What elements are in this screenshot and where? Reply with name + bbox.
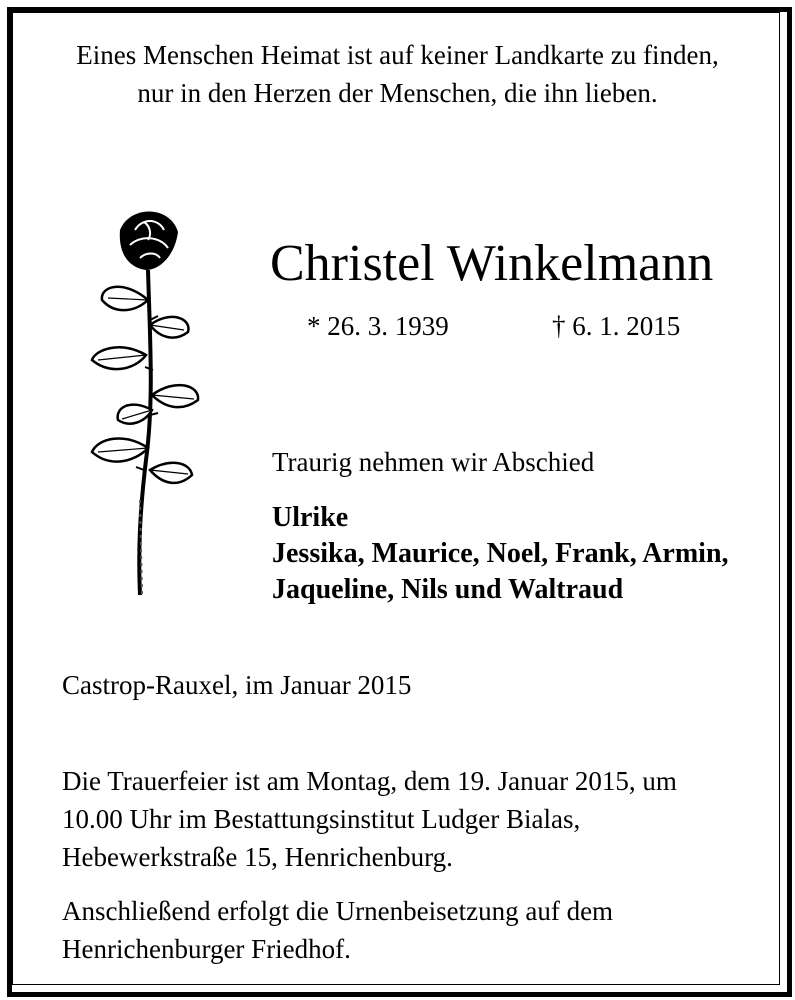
motto-line-1: Eines Menschen Heimat ist auf keiner Landkarte zu finden, xyxy=(76,40,719,70)
ceremony-line-3: Hebewerkstraße 15, Henrichenburg. xyxy=(62,842,453,872)
ceremony-info xyxy=(62,762,677,876)
death-date: † 6. 1. 2015 xyxy=(552,311,681,341)
rose-icon xyxy=(80,200,210,600)
motto xyxy=(0,36,795,112)
mourners-list xyxy=(272,500,729,608)
burial-line-2: Henrichenburger Friedhof. xyxy=(62,934,351,964)
birth-date: * 26. 3. 1939 xyxy=(307,311,449,341)
burial-info xyxy=(62,892,613,968)
mourners-line-3: Jaqueline, Nils und Waltraud xyxy=(272,574,624,605)
ceremony-line-1: Die Trauerfeier ist am Montag, dem 19. Januar 2015, um xyxy=(62,766,677,796)
farewell-text: Traurig nehmen wir Abschied xyxy=(272,447,595,477)
burial-line-1: Anschließend erfolgt die Urnenbeisetzung auf dem xyxy=(62,896,614,926)
mourners-line-1: Ulrike xyxy=(272,502,349,533)
mourners-line-2: Jessika, Maurice, Noel, Frank, Armin, xyxy=(272,538,729,569)
ceremony-line-2: 10.00 Uhr im Bestattungsinstitut Ludger Bialas, xyxy=(62,804,581,834)
motto-line-2: nur in den Herzen der Menschen, die ihn lieben. xyxy=(137,78,658,108)
deceased-name: Christel Winkelmann xyxy=(270,235,714,292)
place-date: Castrop-Rauxel, im Januar 2015 xyxy=(62,670,412,700)
